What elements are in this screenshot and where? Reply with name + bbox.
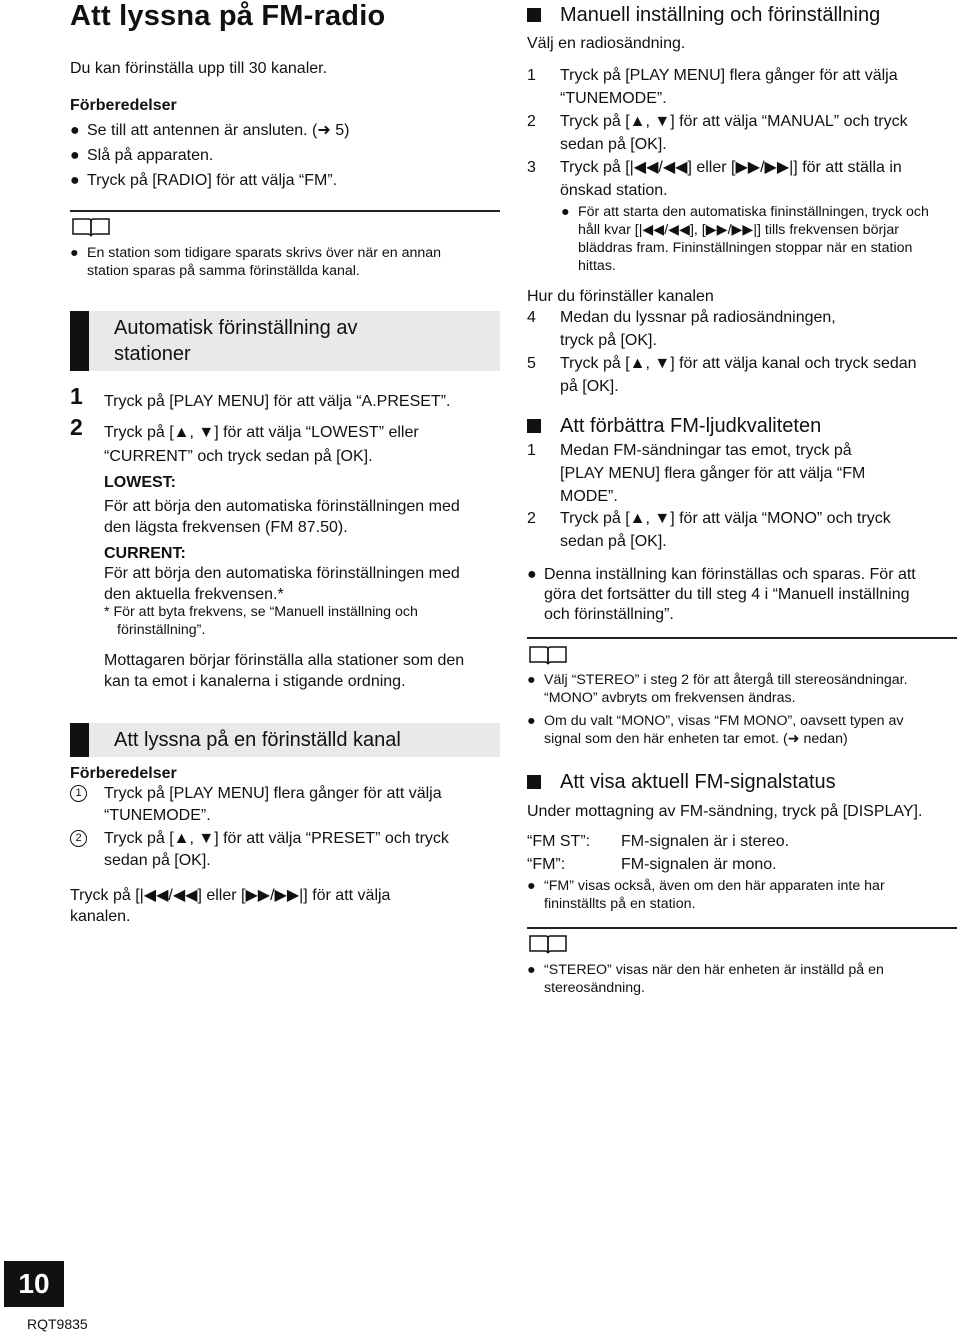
step-text: Tryck på [▲, ▼] för att välja “PRESET” och tryck sedan på [OK]. bbox=[104, 830, 449, 869]
circled-step-number: 1 bbox=[70, 783, 87, 802]
step-text: Tryck på [PLAY MENU] för att välja “A.PRESET”. bbox=[104, 393, 451, 410]
bullet-icon: ● bbox=[527, 962, 536, 978]
list-item: ● Slå på apparaten. bbox=[70, 147, 214, 164]
status-note: ● “FM” visas också, även om den här apparaten inte har fininställts på en station. bbox=[527, 878, 885, 912]
section-subtitle: Under mottagning av FM-sändning, tryck på [DISPLAY]. bbox=[527, 803, 923, 820]
note-item: ● Välj “STEREO” i steg 2 för att återgå till stereosändningar. “MONO” avbryts om frekvensen ändras. bbox=[527, 672, 908, 706]
step-number: 1 bbox=[70, 383, 83, 409]
option-label: CURRENT: bbox=[104, 545, 186, 562]
footnote: * För att byta frekvens, se “Manuell inställning och förinställning”. bbox=[104, 604, 418, 638]
section-heading-quality: Att förbättra FM-ljudkvaliteten bbox=[527, 414, 821, 438]
note-book-icon bbox=[72, 217, 110, 237]
note-item: ● “STEREO” visas när den här enheten är inställd på en stereosändning. bbox=[527, 962, 884, 996]
select-channel-text: Tryck på [|◀◀/◀◀] eller [▶▶/▶▶|] för att välja kanalen. bbox=[70, 887, 391, 925]
step-note: ● För att starta den automatiska fininställningen, tryck och håll kvar [|◀◀/◀◀], [▶▶/▶▶|] tills frekvensen börjar bläddras fram. Fininställningen stoppar när en station hittas. bbox=[561, 204, 929, 274]
square-bullet-icon bbox=[527, 775, 541, 789]
note-book-icon bbox=[529, 645, 567, 665]
banner-title-line: stationer bbox=[114, 343, 191, 365]
bullet-icon: ● bbox=[70, 147, 80, 164]
howto-heading: Hur du förinställer kanalen bbox=[527, 288, 714, 305]
divider bbox=[70, 210, 500, 212]
section-banner-auto-preset bbox=[70, 311, 500, 371]
square-bullet-icon bbox=[527, 419, 541, 433]
bullet-icon: ● bbox=[527, 672, 536, 688]
status-row: “FM”: FM-signalen är mono. bbox=[527, 856, 777, 873]
document-code: RQT9835 bbox=[27, 1316, 88, 1332]
option-description: För att börja den automatiska förinställningen med den lägsta frekvensen (FM 87.50). bbox=[104, 498, 460, 536]
step-text: Tryck på [▲, ▼] för att välja “LOWEST” eller “CURRENT” och tryck sedan på [OK]. bbox=[104, 424, 419, 465]
prep-list bbox=[70, 120, 500, 195]
page-title: Att lyssna på FM-radio bbox=[70, 0, 386, 32]
option-label: LOWEST: bbox=[104, 474, 176, 491]
intro-text: Du kan förinställa upp till 30 kanaler. bbox=[70, 60, 328, 77]
step-number: 2 bbox=[70, 414, 83, 440]
option-description: För att börja den automatiska förinställningen med den aktuella frekvensen.* bbox=[104, 565, 460, 603]
divider bbox=[527, 637, 957, 639]
list-item: ● Se till att antennen är ansluten. (➜ 5) bbox=[70, 122, 350, 139]
note-book-icon bbox=[529, 934, 567, 954]
section-heading-manual: Manuell inställning och förinställning bbox=[527, 3, 880, 27]
list-item: ● Tryck på [RADIO] för att välja “FM”. bbox=[70, 172, 338, 189]
note-item: ● Om du valt “MONO”, visas “FM MONO”, oavsett typen av signal som den här enheten tar emot. (➜ nedan) bbox=[527, 713, 904, 747]
quality-note: ● Denna inställning kan förinställas och sparas. För att göra det fortsätter du till steg 4 i “Manuell inställning och förinställning”. bbox=[527, 566, 916, 623]
bullet-icon: ● bbox=[70, 245, 79, 261]
bullet-icon: ● bbox=[70, 122, 80, 139]
bullet-icon: ● bbox=[527, 566, 537, 583]
banner-title: Att lyssna på en förinställd kanal bbox=[114, 729, 401, 751]
bullet-icon: ● bbox=[70, 172, 80, 189]
step-text: Tryck på [PLAY MENU] flera gånger för att välja “TUNEMODE”. bbox=[104, 785, 442, 824]
divider bbox=[527, 927, 957, 929]
page-number: 10 bbox=[4, 1261, 64, 1307]
prep-heading: Förberedelser bbox=[70, 765, 177, 782]
bullet-icon: ● bbox=[527, 713, 536, 729]
bullet-icon: ● bbox=[561, 204, 570, 220]
section-heading-status: Att visa aktuell FM-signalstatus bbox=[527, 770, 836, 794]
status-row: “FM ST”: FM-signalen är i stereo. bbox=[527, 833, 790, 850]
prep-heading: Förberedelser bbox=[70, 97, 177, 114]
banner-title-line: Automatisk förinställning av bbox=[114, 317, 358, 339]
square-bullet-icon bbox=[527, 8, 541, 22]
section-subtitle: Välj en radiosändning. bbox=[527, 35, 686, 52]
bullet-icon: ● bbox=[527, 878, 536, 894]
note-item: ● En station som tidigare sparats skrivs över när en annan station sparas på samma förinställda kanal. bbox=[70, 245, 442, 279]
receiver-text: Mottagaren börjar förinställa alla stationer som den kan ta emot i kanalerna i stigande ordning. bbox=[104, 652, 465, 690]
circled-step-number: 2 bbox=[70, 828, 87, 847]
section-banner-listen bbox=[70, 723, 500, 757]
